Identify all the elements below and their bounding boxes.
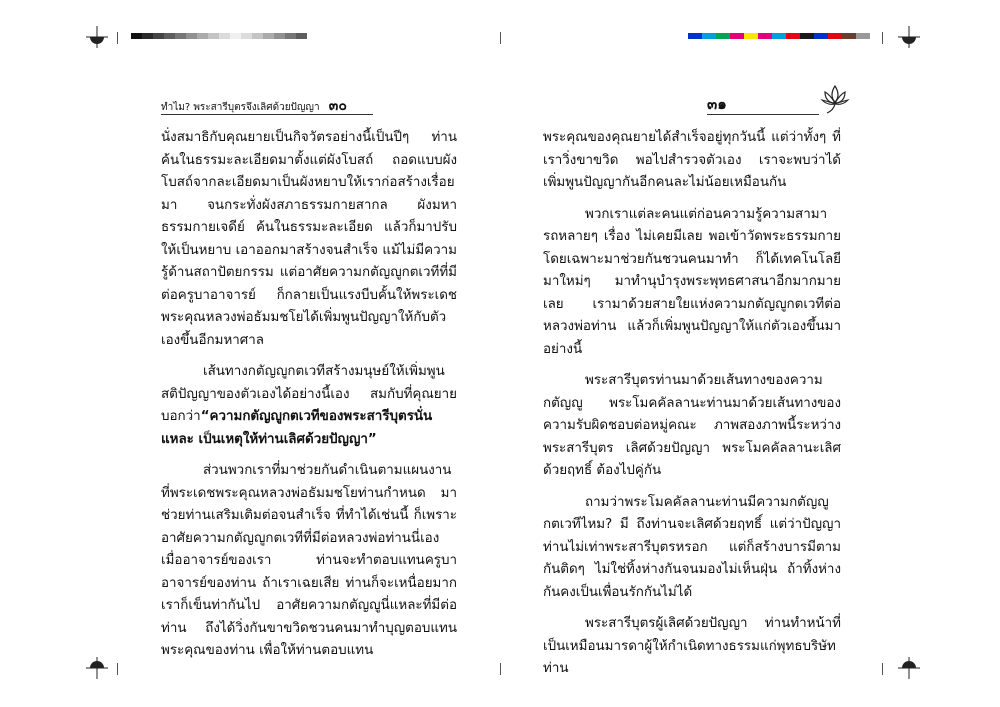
crop-tick xyxy=(117,663,118,675)
left-paragraph-3: ส่วนพวกเราที่มาช่วยกันดำเนินตามแผนงานที่พระเดชพระคุณหลวงพ่อธัมมชโยท่านกำหนด มาช่วยท่านเสริมเติมต่อจนสำเร็จ ที่ทำได้เช่นนี้ ก็เพราะอาศัยความกตัญญูกตเวทีที่มีต่อหลวงพ่อท่านนี่เอง เมื่ออาจารย์ของเรา ท่านจะทำตอบแทนครูบาอาจารย์ของท่าน ถ้าเราเฉยเสีย ท่านก็จะเหนื่อยมาก เราก็เข็นท่ากันไป อาศัยความกตัญญูนี่แหละที่มีต่อท่าน ถึงได้วิ่งกันขาขวิดชวนคนมาทำบุญตอบแทนพระคุณของท่าน เพื่อให้ท่านตอบแทน xyxy=(161,463,457,658)
calibration-swatch xyxy=(197,33,208,39)
gray-density-strip xyxy=(131,33,307,39)
calibration-swatch xyxy=(263,33,274,39)
crop-tick xyxy=(882,663,883,675)
calibration-swatch xyxy=(186,33,197,39)
calibration-swatch xyxy=(786,33,800,39)
calibration-swatch xyxy=(285,33,296,39)
calibration-swatch xyxy=(800,33,814,39)
left-header-rule xyxy=(161,114,373,115)
right-paragraph-1: พระคุณของคุณยายได้สำเร็จอยู่ทุกวันนี้ แต่ว่าทั้งๆ ที่เราวิ่งขาขวิด พอไปสำรวจตัวเอง เราจะพบว่าได้เพิ่มพูนปัญญากันอีกคนละไม่น้อยเหมือนกัน xyxy=(543,130,841,190)
calibration-swatch xyxy=(842,33,856,39)
registration-mark-top-right-icon xyxy=(898,26,920,48)
right-paragraph-3: พระสารีบุตรท่านมาด้วยเส้นทางของความกตัญญู พระโมคคัลลานะท่านมาด้วยเส้นทางของความรับผิดชอบต่อหมู่คณะ ภาพสองภาพนี้ระหว่างพระสารีบุตร เลิศด้วยปัญญา พระโมคคัลลานะเลิศด้วยฤทธิ์ ต้องไปคู่กัน xyxy=(543,373,841,478)
calibration-swatch xyxy=(252,33,263,39)
calibration-swatch xyxy=(241,33,252,39)
calibration-swatch xyxy=(828,33,842,39)
right-paragraph-5: พระสารีบุตรผู้เลิศด้วยปัญญา ท่านทำหน้าที่เป็นเหมือนมารดาผู้ให้กำเนิดทางธรรมแก่พุทธบริษัท ท่าน xyxy=(543,616,841,676)
crop-tick xyxy=(882,32,883,44)
calibration-swatch xyxy=(164,33,175,39)
calibration-swatch xyxy=(814,33,828,39)
calibration-swatch xyxy=(772,33,786,39)
crop-tick xyxy=(500,32,501,44)
calibration-swatch xyxy=(688,33,702,39)
left-page-number: ๓๐ xyxy=(328,98,347,114)
calibration-swatch xyxy=(730,33,744,39)
calibration-swatch xyxy=(296,33,307,39)
right-header-rule xyxy=(707,114,819,115)
right-paragraph-2: พวกเราแต่ละคนแต่ก่อนความรู้ความสามารถหลายๆ เรื่อง ไม่เคยมีเลย พอเข้าวัดพระธรรมกายโดยเฉพาะมาช่วยกันชวนคนมาทำ ก็ได้เทคโนโลยีมาใหม่ๆ มาทำนุบำรุงพระพุทธศาสนาอีกมากมายเลย เรามาด้วยสายใยแห่งความกตัญญูกตเวทีต่อหลวงพ่อท่าน แล้วก็เพิ่มพูนปัญญาให้แก่ตัวเองขึ้นมาอย่างนี้ xyxy=(543,206,841,357)
calibration-swatch xyxy=(856,33,870,39)
calibration-swatch xyxy=(274,33,285,39)
registration-mark-bottom-left-icon xyxy=(86,657,108,679)
right-page-number: ๓๑ xyxy=(707,95,727,113)
left-paragraph-2 xyxy=(161,361,457,451)
crop-tick xyxy=(500,663,501,675)
calibration-swatch xyxy=(230,33,241,39)
left-page-body xyxy=(161,127,457,663)
calibration-swatch xyxy=(131,33,142,39)
crop-tick xyxy=(117,32,118,44)
left-paragraph-1: นั่งสมาธิกับคุณยายเป็นกิจวัตรอย่างนี้เป็นปีๆ ท่านค้นในธรรมะละเอียดมาตั้งแต่ผังโบสถ์ ถอดแบบผังโบสถ์จากละเอียดมาเป็นผังหยาบให้เราก่อสร้างเรื่อยมา จนกระทั่งผังสภาธรรมกายสากล ผังมหาธรรมกายเจดีย์ ค้นในธรรมะละเอียด แล้วก็มาปรับให้เป็นหยาบ เอาออกมาสร้างจนสำเร็จ แม้ไม่มีความรู้ด้านสถาปัตยกรรม แต่อาศัยความกตัญญูกตเวทีที่มีต่อครูบาอาจารย์ ก็กลายเป็นแรงบีบคั้นให้พระเดชพระคุณหลวงพ่อธัมมชโยได้เพิ่มพูนปัญญาให้กับตัวเองขึ้นอีกมหาศาล xyxy=(161,130,457,348)
right-page-body xyxy=(543,127,841,681)
registration-mark-bottom-right-icon xyxy=(898,657,920,679)
calibration-swatch xyxy=(744,33,758,39)
calibration-swatch xyxy=(153,33,164,39)
color-calibration-strip xyxy=(688,33,870,39)
calibration-swatch xyxy=(208,33,219,39)
registration-mark-top-left-icon xyxy=(86,26,108,48)
left-paragraph-2-quote: “ความกตัญญูกตเวทีของพระสารีบุตรนั่นแหละ เป็นเหตุให้ท่านเลิศด้วยปัญญา” xyxy=(161,409,433,447)
calibration-swatch xyxy=(702,33,716,39)
calibration-swatch xyxy=(219,33,230,39)
calibration-swatch xyxy=(142,33,153,39)
calibration-swatch xyxy=(175,33,186,39)
right-paragraph-4: ถามว่าพระโมคคัลลานะท่านมีความกตัญญูกตเวทีไหม? มี ถึงท่านจะเลิศด้วยฤทธิ์ แต่ว่าปัญญาท่านไม่เท่าพระสารีบุตรหรอก แต่ก็สร้างบารมีตามกันติดๆ ไม่ใช่ทิ้งห่างกันจนมองไม่เห็นฝุ่น ถ้าทิ้งห่างกันคงเป็นเพื่อนรักกันไม่ได้ xyxy=(543,494,841,600)
calibration-swatch xyxy=(716,33,730,39)
left-header-title: ทำไม? พระสารีบุตรจึงเลิศด้วยปัญญา xyxy=(161,102,320,113)
lotus-ornament-icon xyxy=(818,82,852,116)
calibration-swatch xyxy=(758,33,772,39)
left-paragraph-2-text: เส้นทางกตัญญูกตเวทีสร้างมนุษย์ให้เพิ่มพูนสติปัญญาของตัวเองได้อย่างนี้เอง สมกับที่คุณยายบอกว่า xyxy=(161,364,457,424)
